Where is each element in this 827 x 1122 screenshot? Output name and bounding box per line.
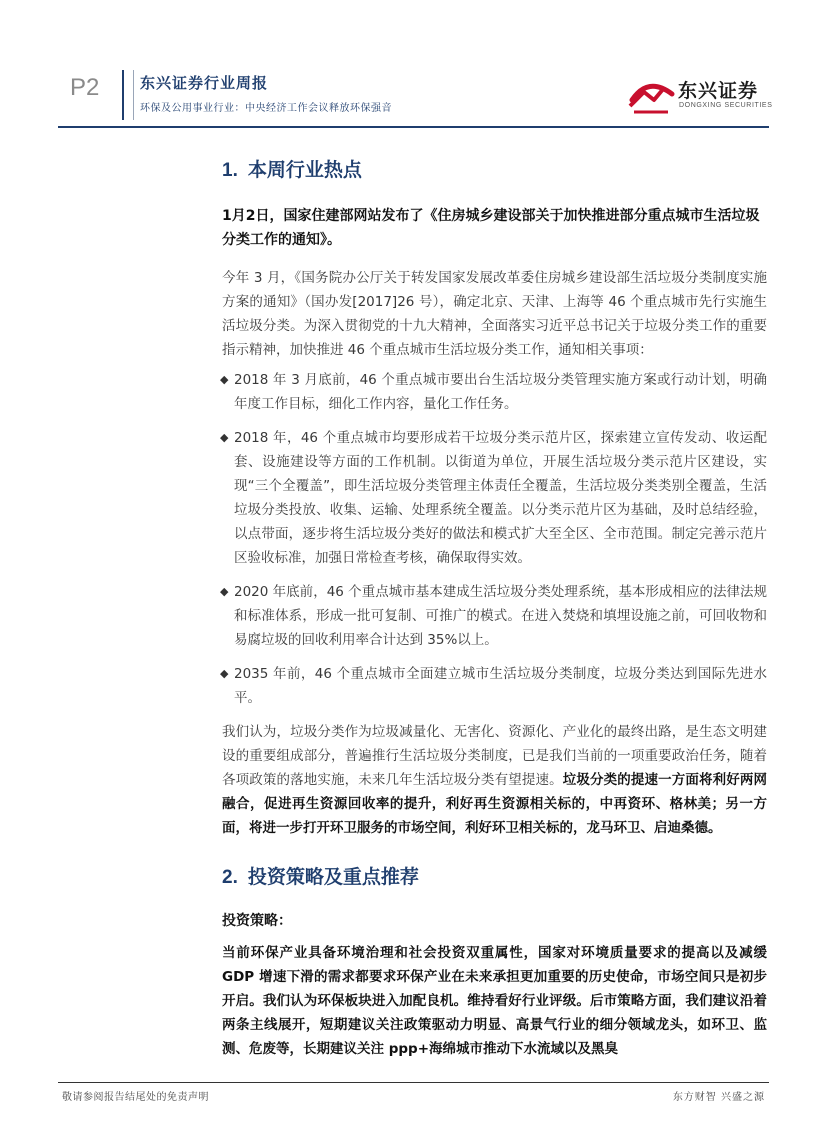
bullet-diamond-icon: ◆ bbox=[220, 373, 229, 386]
logo-text: 东兴证券 bbox=[678, 80, 759, 102]
section-2-heading bbox=[222, 862, 767, 889]
bullet-text: 2018 年，46 个重点城市均要形成若干垃圾分类示范片区，探索建立宣传发动、收运配套、设施建设等方面的工作机制。以街道为单位，开展生活垃圾分类示范片区建设，实现“三个全覆盖”，即生活垃圾分类管理主体责任全覆盖，生活垃圾分类类别全覆盖，生活垃圾分类投放、收集、运输、处理系统全覆盖。以分类示范片区为基础，及时总结经验，以点带面，逐步将生活垃圾分类好的做法和模式扩大至全区、全市范围。制定完善示范片区验收标准，加强日常检查考核，确保取得实效。 bbox=[234, 430, 767, 566]
main-content bbox=[222, 155, 767, 1061]
header-divider bbox=[122, 70, 124, 120]
bullet-text: 2035 年前，46 个重点城市全面建立城市生活垃圾分类制度，垃圾分类达到国际先进水平。 bbox=[234, 666, 767, 706]
logo-subtext: DONGXING SECURITIES bbox=[679, 102, 773, 109]
report-subtitle: 环保及公用事业行业：中央经济工作会议释放环保强音 bbox=[140, 103, 392, 114]
header-divider-thin bbox=[133, 70, 134, 120]
bullet-text: 2018 年 3 月底前，46 个重点城市要出台生活垃圾分类管理实施方案或行动计划，明确年度工作目标，细化工作内容，量化工作任务。 bbox=[234, 372, 767, 412]
bullet-diamond-icon: ◆ bbox=[220, 585, 229, 598]
section-2-number: 2. bbox=[222, 867, 238, 888]
bullet-text: 2020 年底前，46 个重点城市基本建成生活垃圾分类处理系统，基本形成相应的法律法规和标准体系，形成一批可复制、可推广的模式。在进入焚烧和填埋设施之前，可回收物和易腐垃圾的回收利用率合计达到 35%以上。 bbox=[234, 584, 767, 648]
conclusion-text: 我们认为，垃圾分类作为垃圾减量化、无害化、资源化、产业化的最终出路，是生态文明建设的重要组成部分，普遍推行生活垃圾分类制度，已是我们当前的一项重要政治任务，随着各项政策的落地实施，未来几年生活垃圾分类有望提速。 bbox=[222, 724, 767, 788]
bullet-diamond-icon: ◆ bbox=[220, 667, 229, 680]
bullet-item bbox=[222, 580, 767, 652]
header-rule bbox=[58, 126, 769, 128]
section-1-lead: 1月2日，国家住建部网站发布了《住房城乡建设部关于加快推进部分重点城市生活垃圾分类工作的通知》。 bbox=[222, 208, 760, 248]
bullet-item bbox=[222, 368, 767, 416]
section-2-title: 投资策略及重点推荐 bbox=[247, 866, 419, 888]
bullet-diamond-icon: ◆ bbox=[220, 431, 229, 444]
footer-disclaimer: 敬请参阅报告结尾处的免责声明 bbox=[62, 1092, 209, 1103]
strategy-subheading: 投资策略： bbox=[222, 913, 292, 929]
footer-rule bbox=[58, 1082, 769, 1083]
section-1-title: 本周行业热点 bbox=[247, 159, 362, 181]
bullet-item bbox=[222, 662, 767, 710]
section-1-heading bbox=[222, 155, 767, 182]
footer-slogan: 东方财智 兴盛之源 bbox=[672, 1092, 765, 1103]
bullet-item bbox=[222, 426, 767, 570]
strategy-body: 当前环保产业具备环境治理和社会投资双重属性，国家对环境质量要求的提高以及减缓 GDP 增速下滑的需求都要求环保产业在未来承担更加重要的历史使命，市场空间只是初步开启。我们认为环保板块进入加配良机。维持看好行业评级。后市策略方面，我们建议沿着两条主线展开，短期建议关注政策驱动力明显、高景气行业的细分领域龙头，如环卫、监测、危废等，长期建议关注 ppp+海绵城市推动下水流域以及黑臭 bbox=[222, 945, 767, 1057]
page-number: P2 bbox=[70, 74, 100, 101]
section-1-conclusion bbox=[222, 720, 767, 840]
conclusion-emphasis: 垃圾分类的提速一方面将利好两网融合，促进再生资源回收率的提升，利好再生资源相关标的，中再资环、格林美；另一方面，将进一步打开环卫服务的市场空间，利好环卫相关标的，龙马环卫、启迪桑德。 bbox=[222, 772, 768, 836]
section-1-number: 1. bbox=[222, 160, 238, 181]
section-1-intro: 今年 3 月，《国务院办公厅关于转发国家发展改革委住房城乡建设部生活垃圾分类制度实施方案的通知》（国办发[2017]26 号），确定北京、天津、上海等 46 个重点城市先行实施生活垃圾分类。为深入贯彻党的十九大精神，全面落实习近平总书记关于垃圾分类工作的重要指示精神，加快推进 46 个重点城市生活垃圾分类工作，通知相关事项： bbox=[222, 270, 767, 358]
report-series-title: 东兴证券行业周报 bbox=[140, 74, 269, 92]
